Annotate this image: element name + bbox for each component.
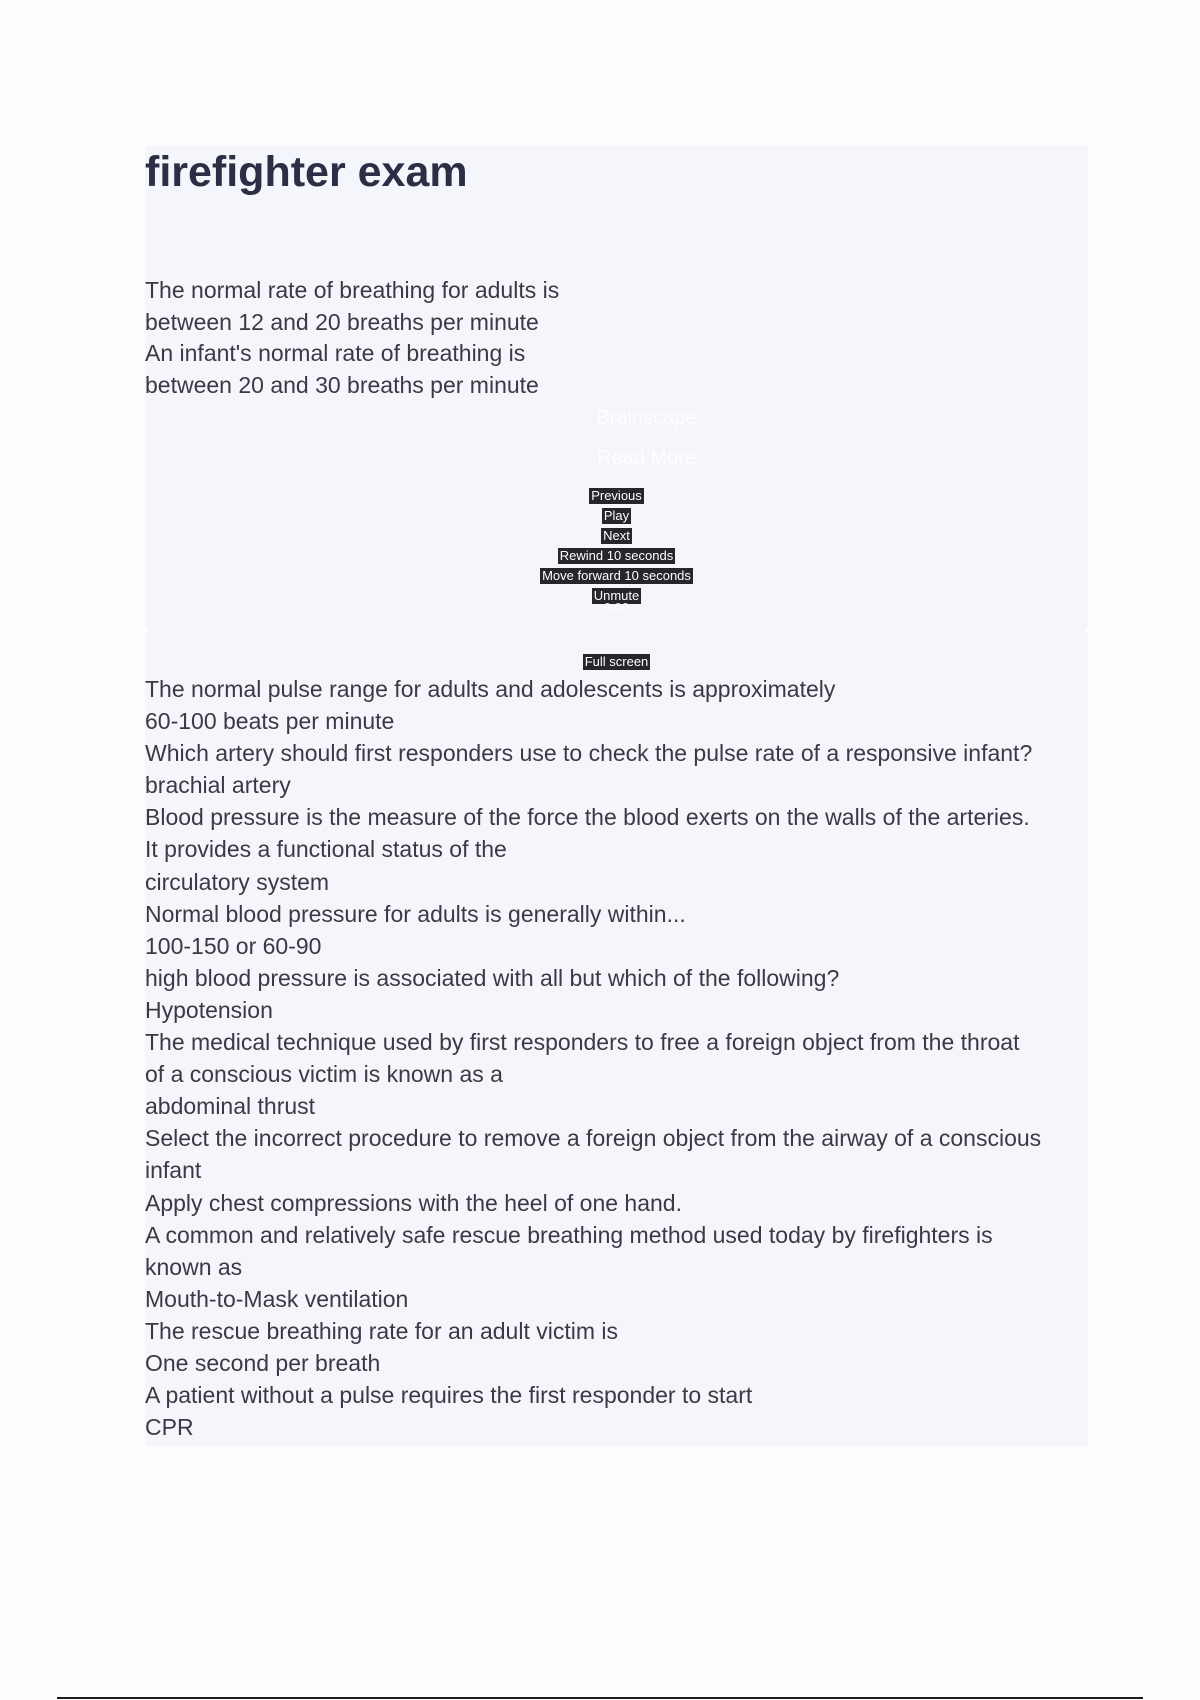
- page-title: firefighter exam: [145, 148, 468, 196]
- time-display: 0:00: [603, 600, 630, 615]
- text-line: Apply chest compressions with the heel of one hand.: [145, 1189, 682, 1216]
- media-player[interactable]: [145, 400, 1088, 675]
- text-line: between 20 and 30 breaths per minute: [145, 372, 539, 399]
- text-line: circulatory system: [145, 868, 330, 895]
- text-line: An infant's normal rate of breathing is: [145, 340, 526, 367]
- text-line: The medical technique used by first responders to free a foreign object from the throat: [145, 1029, 1020, 1056]
- player-faint-label: Brainscape: [596, 407, 697, 429]
- text-line: The rescue breathing rate for an adult victim is: [145, 1317, 619, 1344]
- forward-button[interactable]: Move forward 10 seconds: [542, 568, 691, 583]
- play-button[interactable]: Play: [603, 508, 630, 523]
- text-line: brachial artery: [145, 772, 291, 799]
- text-line: Select the incorrect procedure to remove a foreign object from the airway of a conscious: [145, 1125, 1042, 1152]
- text-line: Mouth-to-Mask ventilation: [145, 1285, 409, 1312]
- text-line: It provides a functional status of the: [145, 836, 507, 863]
- text-line: infant: [145, 1157, 202, 1184]
- intro-text: [145, 275, 1095, 402]
- text-line: Blood pressure is the measure of the force the blood exerts on the walls of the arteries.: [145, 804, 1030, 831]
- text-line: One second per breath: [145, 1349, 381, 1376]
- text-line: Which artery should first responders use to check the pulse rate of a responsive infant?: [145, 740, 1033, 767]
- previous-button[interactable]: Previous: [591, 488, 642, 503]
- player-read-more: Read More: [597, 447, 696, 469]
- text-line: abdominal thrust: [145, 1093, 316, 1120]
- text-line: between 12 and 20 breaths per minute: [145, 308, 539, 335]
- fullscreen-button[interactable]: Full screen: [584, 654, 649, 669]
- text-line: A common and relatively safe rescue breathing method used today by firefighters is: [145, 1221, 993, 1248]
- text-line: of a conscious victim is known as a: [145, 1061, 503, 1088]
- text-line: known as: [145, 1253, 243, 1280]
- qa-text: [145, 673, 1095, 1443]
- footer-rule: [57, 1697, 1143, 1699]
- text-line: A patient without a pulse requires the first responder to start: [145, 1382, 753, 1409]
- next-button[interactable]: Next: [603, 528, 630, 543]
- text-line: 100-150 or 60-90: [145, 932, 322, 959]
- unmute-button[interactable]: Unmute: [593, 588, 640, 603]
- text-line: Hypotension: [145, 996, 273, 1023]
- text-line: high blood pressure is associated with all but which of the following?: [145, 964, 840, 991]
- progress-handle-right[interactable]: [1085, 627, 1092, 634]
- text-line: The normal pulse range for adults and adolescents is approximately: [145, 676, 836, 702]
- text-line: Normal blood pressure for adults is generally within...: [145, 900, 686, 927]
- rewind-button[interactable]: Rewind 10 seconds: [559, 548, 674, 563]
- text-line: The normal rate of breathing for adults is: [145, 277, 560, 303]
- text-line: 60-100 beats per minute: [145, 708, 395, 735]
- text-line: CPR: [145, 1414, 194, 1441]
- progress-handle-left[interactable]: [141, 627, 148, 634]
